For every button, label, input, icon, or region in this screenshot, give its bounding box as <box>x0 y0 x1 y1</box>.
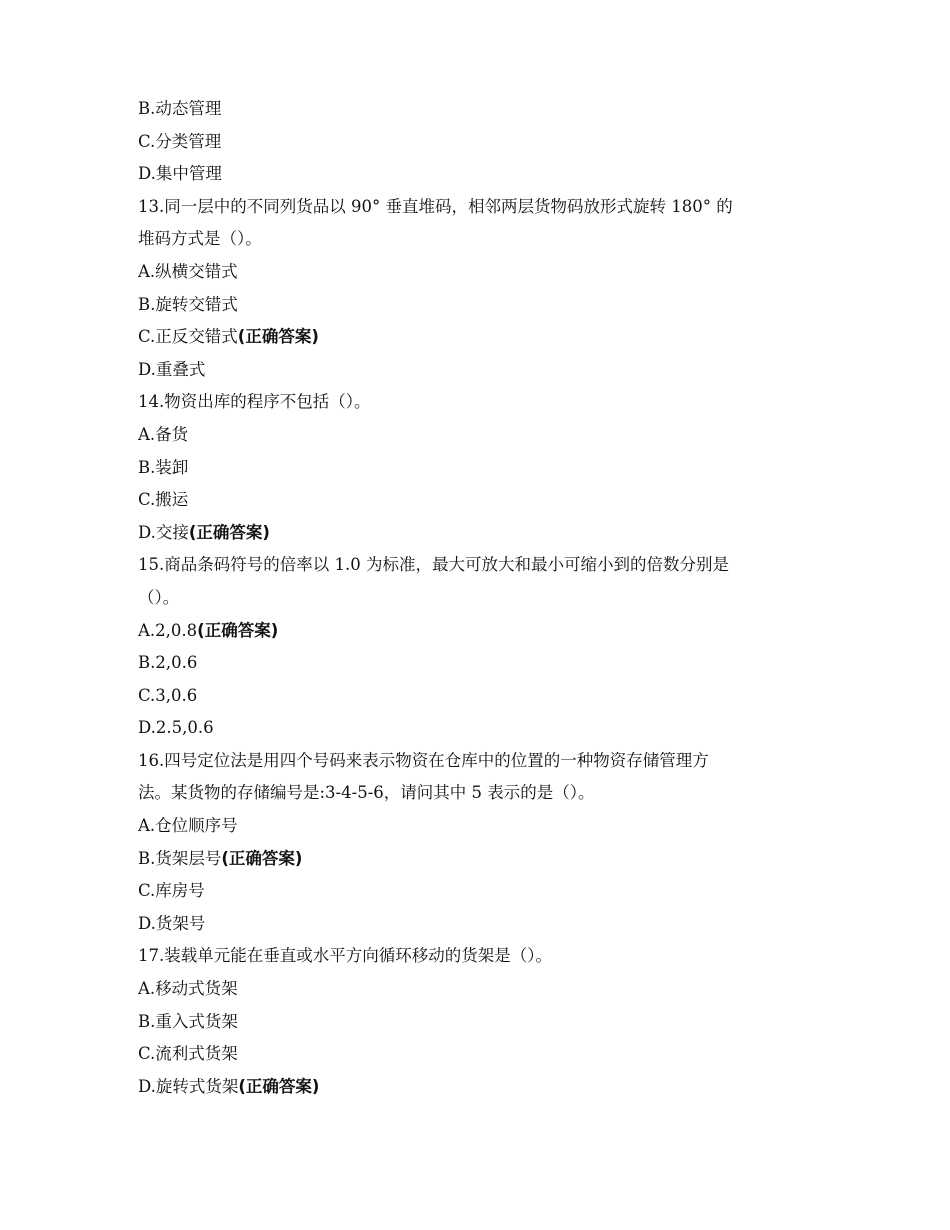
line-text: A.仓位顺序号 <box>138 816 238 836</box>
document-line <box>138 777 810 810</box>
correct-answer-marker: (正确答案) <box>221 848 303 868</box>
document-line <box>138 615 810 648</box>
document-line <box>138 517 810 550</box>
document-line <box>138 549 810 582</box>
correct-answer-marker: (正确答案) <box>188 522 270 542</box>
document-line <box>138 745 810 778</box>
line-text: 13.同一层中的不同列货品以 90° 垂直堆码，相邻两层货物码放形式旋转 180° 的 <box>138 196 733 216</box>
document-line <box>138 484 810 517</box>
line-text: D.货架号 <box>138 913 206 933</box>
line-text: B.2,0.6 <box>138 653 198 673</box>
line-text: D.旋转式货架 <box>138 1076 239 1096</box>
line-text: B.货架层号 <box>138 848 222 868</box>
document-line <box>138 908 810 941</box>
document-line <box>138 126 810 159</box>
line-text: 堆码方式是（）。 <box>138 229 262 249</box>
line-text: B.旋转交错式 <box>138 294 238 314</box>
line-text: 法。某货物的存储编号是:3-4-5-6，请问其中 5 表示的是（）。 <box>138 783 595 803</box>
line-text: A.移动式货架 <box>138 979 238 999</box>
line-text: 14.物资出库的程序不包括（）。 <box>138 392 371 412</box>
line-text: D.2.5,0.6 <box>138 718 214 738</box>
document-line <box>138 647 810 680</box>
line-text: 17.装载单元能在垂直或水平方向循环移动的货架是（）。 <box>138 946 552 966</box>
line-text: A.备货 <box>138 424 189 444</box>
line-text: D.重叠式 <box>138 359 206 379</box>
line-text: （）。 <box>138 587 180 607</box>
line-text: C.正反交错式 <box>138 327 238 347</box>
line-text: A.2,0.8 <box>138 620 198 640</box>
line-text: C.分类管理 <box>138 131 222 151</box>
document-body <box>138 93 810 1103</box>
document-line <box>138 712 810 745</box>
line-text: B.动态管理 <box>138 99 222 118</box>
line-text: 16.四号定位法是用四个号码来表示物资在仓库中的位置的一种物资存储管理方 <box>138 750 709 770</box>
document-line <box>138 191 810 224</box>
document-line <box>138 875 810 908</box>
document-line <box>138 386 810 419</box>
line-text: B.重入式货架 <box>138 1011 238 1031</box>
document-line <box>138 321 810 354</box>
correct-answer-marker: (正确答案) <box>238 1076 320 1096</box>
document-line <box>138 582 810 615</box>
line-text: C.流利式货架 <box>138 1044 238 1064</box>
line-text: D.集中管理 <box>138 164 222 184</box>
line-text: C.搬运 <box>138 490 189 510</box>
document-line <box>138 223 810 256</box>
document-line <box>138 810 810 843</box>
document-line <box>138 256 810 289</box>
document-line <box>138 940 810 973</box>
line-text: 15.商品条码符号的倍率以 1.0 为标准，最大可放大和最小可缩小到的倍数分别是 <box>138 555 729 575</box>
line-text: A.纵横交错式 <box>138 261 238 281</box>
document-line <box>138 1006 810 1039</box>
document-line <box>138 93 810 126</box>
document-line <box>138 1071 810 1104</box>
line-text: C.3,0.6 <box>138 685 198 705</box>
document-line <box>138 1038 810 1071</box>
line-text: B.装卸 <box>138 457 189 477</box>
document-line <box>138 452 810 485</box>
correct-answer-marker: (正确答案) <box>237 327 319 347</box>
document-line <box>138 973 810 1006</box>
document-line <box>138 354 810 387</box>
document-line <box>138 843 810 876</box>
document-line <box>138 419 810 452</box>
document-line <box>138 680 810 713</box>
correct-answer-marker: (正确答案) <box>197 620 279 640</box>
line-text: C.库房号 <box>138 881 205 901</box>
document-line <box>138 158 810 191</box>
document-line <box>138 289 810 322</box>
line-text: D.交接 <box>138 522 189 542</box>
